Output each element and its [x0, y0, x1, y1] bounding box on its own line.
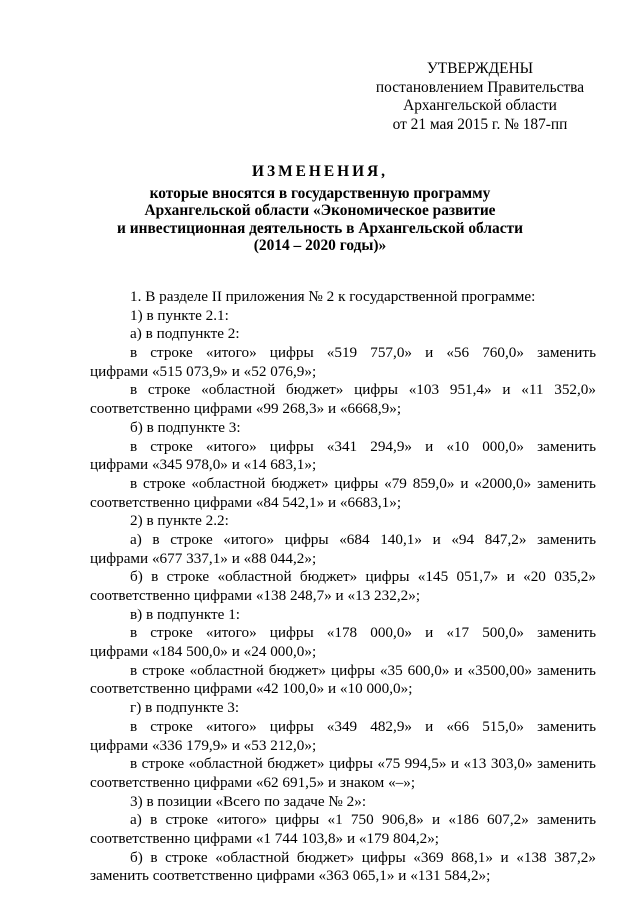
body-line: в строке «областной бюджет» цифры «103 951,4» и «11 352,0» [130, 381, 596, 399]
body-line: в) в подпункте 1: [130, 605, 241, 623]
body-line: цифрами «677 337,1» и «88 044,2»; [90, 549, 317, 567]
document-title [60, 163, 580, 255]
title-line: которые вносятся в государственную программу [149, 184, 491, 202]
body-line: соответственно цифрами «84 542,1» и «6683,1»; [90, 493, 402, 511]
approved-by: постановлением Правительства [375, 78, 585, 96]
title-heading: ИЗМЕНЕНИЯ, [251, 163, 389, 180]
body-line: в строке «областной бюджет» цифры «35 600,0» и «3500,00» заменить [130, 661, 596, 679]
approved-date: от 21 мая 2015 г. № 187-пп [392, 115, 568, 133]
body-line: в строке «итого» цифры «349 482,9» и «66 515,0» заменить [130, 717, 596, 735]
body-line: соответственно цифрами «62 691,5» и знаком «–»; [90, 773, 416, 791]
body-line: б) в строке «областной бюджет» цифры «145 051,7» и «20 035,2» [130, 568, 596, 586]
approved-label: УТВЕРЖДЕНЫ [426, 60, 534, 77]
document-body [90, 288, 596, 886]
body-line: а) в строке «итого» цифры «1 750 906,8» и «186 607,2» заменить [130, 811, 596, 829]
title-line: Архангельской области «Экономическое развитие [144, 202, 496, 219]
body-line: в строке «итого» цифры «341 294,9» и «10 000,0» заменить [130, 437, 596, 455]
body-line: цифрами «184 500,0» и «24 000,0»; [90, 643, 317, 661]
body-line: в строке «областной бюджет» цифры «79 859,0» и «2000,0» заменить [130, 474, 596, 492]
body-line: цифрами «345 978,0» и «14 683,1»; [90, 456, 317, 474]
body-line: б) в подпункте 3: [130, 418, 241, 436]
body-line: в строке «итого» цифры «519 757,0» и «56 760,0» заменить [130, 344, 596, 362]
title-line: (2014 – 2020 годы)» [253, 237, 387, 254]
body-line: в строке «итого» цифры «178 000,0» и «17 500,0» заменить [130, 624, 596, 642]
body-line: 1) в пункте 2.1: [130, 306, 229, 324]
body-line: а) в подпункте 2: [130, 325, 240, 343]
body-line: заменить соответственно цифрами «363 065,1» и «131 584,2»; [90, 867, 491, 885]
body-line: а) в строке «итого» цифры «684 140,1» и «94 847,2» заменить [130, 530, 596, 548]
body-line: 2) в пункте 2.2: [130, 512, 229, 530]
body-line: цифрами «336 179,9» и «53 212,0»; [90, 736, 317, 754]
body-line: 3) в позиции «Всего по задаче № 2»: [130, 792, 367, 810]
body-line: соответственно цифрами «1 744 103,8» и «179 804,2»; [90, 829, 440, 847]
body-line: б) в строке «областной бюджет» цифры «369 868,1» и «138 387,2» [130, 848, 596, 866]
body-line: в строке «областной бюджет» цифры «75 994,5» и «13 303,0» заменить [130, 755, 596, 773]
body-line: соответственно цифрами «42 100,0» и «10 000,0»; [90, 680, 413, 698]
body-line: соответственно цифрами «138 248,7» и «13 232,2»; [90, 587, 421, 604]
body-line: 1. В разделе II приложения № 2 к государственной программе: [130, 288, 536, 305]
body-line: г) в подпункте 3: [130, 699, 240, 717]
approved-region: Архангельской области [403, 97, 557, 114]
title-line: и инвестиционная деятельность в Архангельской области [117, 219, 523, 237]
body-line: соответственно цифрами «99 268,3» и «6668,9»; [90, 400, 402, 418]
body-line: цифрами «515 073,9» и «52 076,9»; [90, 362, 317, 380]
approval-stamp [372, 60, 588, 134]
